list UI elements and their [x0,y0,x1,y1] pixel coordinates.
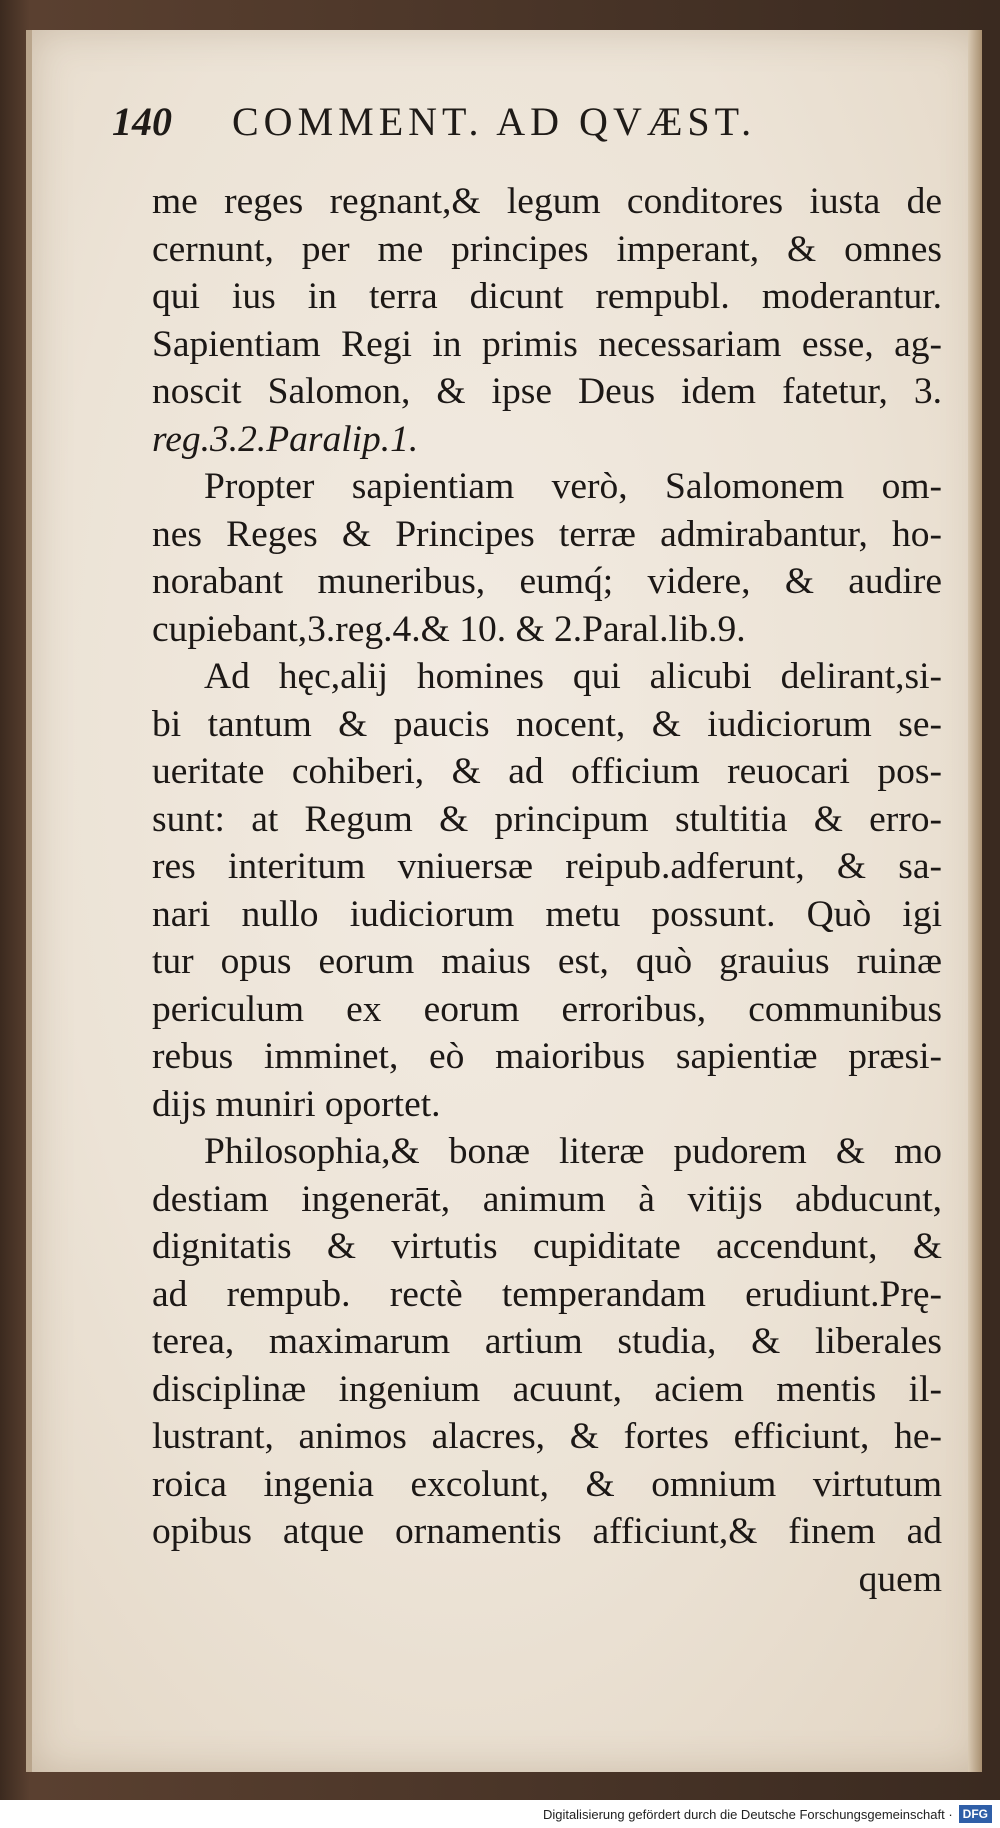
text-line: nes Reges & Principes terræ admirabantur, ho- [152,513,942,555]
text-line: destiam ingenerāt, animum à vitijs abducunt, [152,1178,942,1220]
text-line: res interitum vniuersæ reipub.adferunt, & sa- [152,846,942,887]
text-line: ueritate cohiberi, & ad officium reuocari pos- [152,751,942,792]
text-line: disciplinæ ingenium acuunt, aciem mentis il- [152,1368,942,1410]
text-line: norabant muneribus, eumq́; videre, & audire [152,561,942,602]
funding-credit: Digitalisierung gefördert durch die Deutsche Forschungsgemeinschaft · [542,1806,953,1822]
text-line: reg.3.2.Paralip.1. [152,418,419,460]
text-line: Philosophia,& bonæ literæ pudorem & mo [204,1131,942,1172]
text-line: roica ingenia excolunt, & omnium virtutum [152,1463,942,1505]
text-line: cernunt, per me principes imperant, & omnes [152,228,942,270]
text-line: lustrant, animos alacres, & fortes efficiunt, he- [152,1416,942,1457]
text-line: qui ius in terra dicunt rempubl. moderantur. [152,276,942,317]
text-line: cupiebant,3.reg.4.& 10. & 2.Paral.lib.9. [152,608,746,650]
text-line: dignitatis & virtutis cupiditate accendunt, & [152,1226,942,1267]
text-line: terea, maximarum artium studia, & liberales [152,1321,942,1362]
page-edge [968,30,982,1772]
text-line: periculum ex eorum erroribus, communibus [152,988,942,1030]
page-number: 140 [112,99,172,144]
text-line: Sapientiam Regi in primis necessariam esse, ag- [152,323,942,365]
text-line: Ad hęc,alij homines qui alicubi delirant,si- [204,656,942,697]
text-line: bi tantum & paucis nocent, & iudiciorum se- [152,703,942,745]
text-line: Propter sapientiam verò, Salomonem om- [204,466,942,507]
text-line: opibus atque ornamentis afficiunt,& finem ad [152,1511,942,1552]
page-header [112,98,912,158]
text-line: nari nullo iudiciorum metu possunt. Quò igi [152,893,942,935]
text-line: rebus imminet, eò maioribus sapientiæ præsi- [152,1036,942,1077]
text-body [152,178,942,1603]
text-line: ad rempub. rectè temperandam erudiunt.Prę- [152,1273,942,1315]
text-line: sunt: at Regum & principum stultitia & erro- [152,798,942,840]
text-line: tur opus eorum maius est, quò grauius ruinæ [152,941,942,982]
running-head: COMMENT. AD QVÆST. [232,99,757,144]
text-line: me reges regnant,& legum conditores iusta de [152,181,942,222]
footer-bar [0,1800,1000,1828]
text-line: dijs muniri oportet. [152,1083,441,1125]
catchword: quem [858,1558,942,1600]
text-line: noscit Salomon, & ipse Deus idem fatetur, 3. [152,371,942,412]
dfg-logo: DFG [959,1805,992,1823]
